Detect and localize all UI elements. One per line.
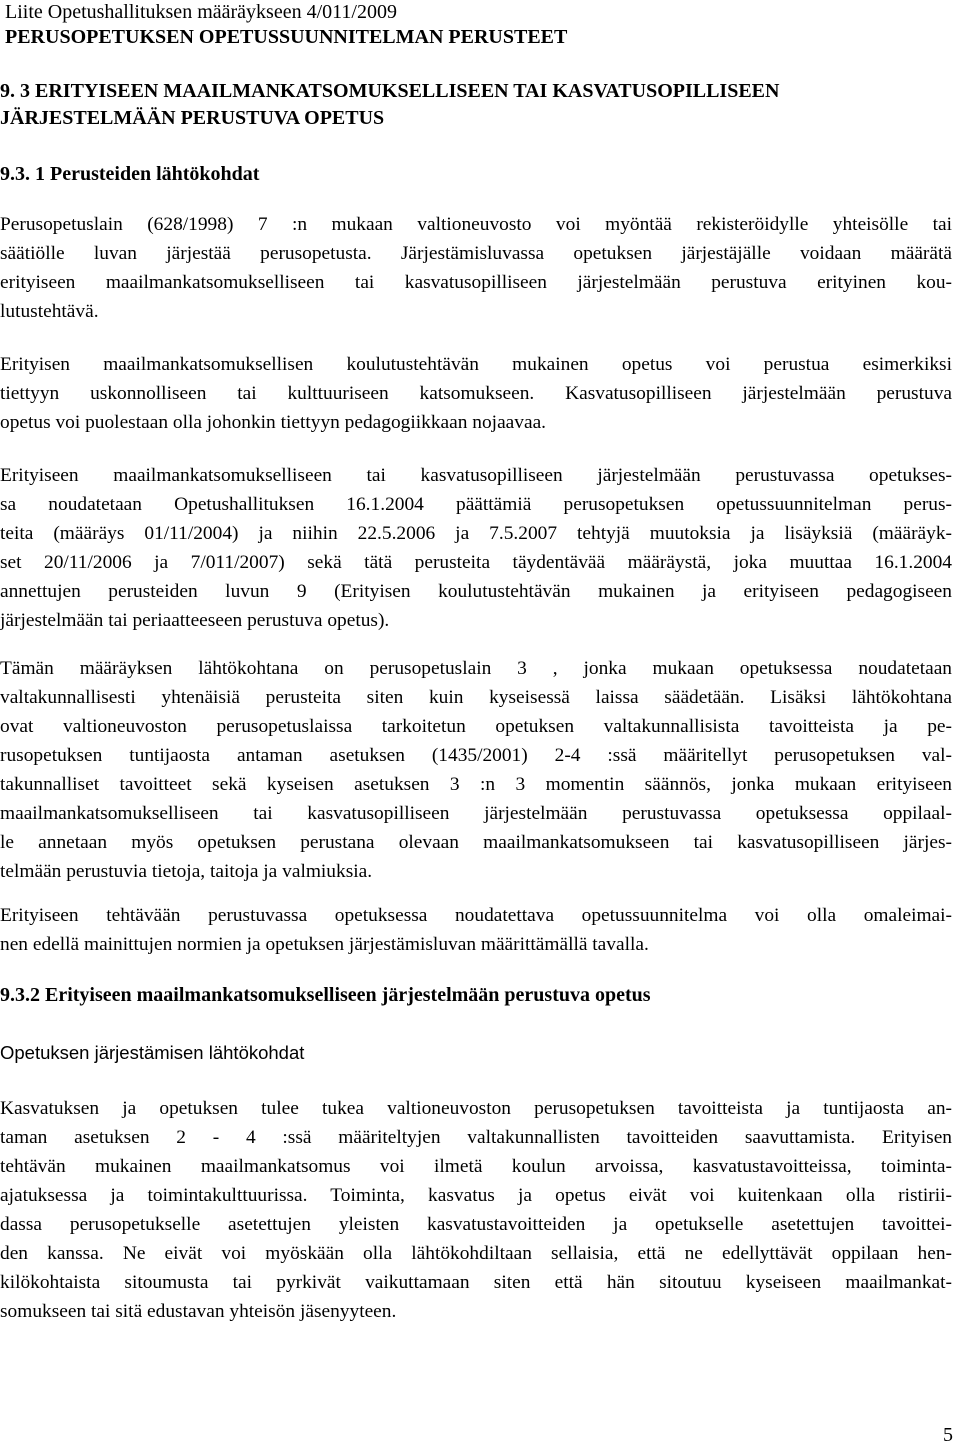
document-header-title: PERUSOPETUKSEN OPETUSSUUNNITELMAN PERUSTEET bbox=[5, 26, 568, 48]
paragraph-line: sa noudatetaan Opetushallituksen 16.1.2004 päättämiä perusopetuksen opetussuunnitelman perus- bbox=[0, 494, 952, 515]
paragraph-line: Erityiseen tehtävään perustuvassa opetuksessa noudatettava opetussuunnitelma voi olla omaleimai- bbox=[0, 905, 952, 926]
paragraph-line: kilökohtaista sitoumusta tai pyrkivät vaikuttamaan siten että hän sitoutuu kyseiseen maailmankat- bbox=[0, 1272, 952, 1293]
paragraph-6 bbox=[0, 1094, 952, 1326]
paragraph-line: taman asetuksen 2 - 4 :ssä määriteltyjen valtakunnallisten tavoitteiden saavuttamista. Erityisen bbox=[0, 1127, 952, 1148]
paragraph-line: Erityiseen maailmankatsomukselliseen tai kasvatusopilliseen järjestelmään perustuvassa opetukses- bbox=[0, 465, 952, 486]
paragraph-1 bbox=[0, 210, 952, 326]
document-header-reference: Liite Opetushallituksen määräykseen 4/011/2009 bbox=[5, 1, 397, 23]
paragraph-line: maailmankatsomukselliseen tai kasvatusopilliseen järjestelmään perustuvassa opetuksessa oppilaal- bbox=[0, 803, 952, 824]
paragraph-3 bbox=[0, 461, 952, 635]
paragraph-line: tehtävän mukainen maailmankatsomus voi ilmetä koulun arvoissa, kasvatustavoitteissa, toiminta- bbox=[0, 1156, 952, 1177]
paragraph-line: den kanssa. Ne eivät voi myöskään olla lähtökohdiltaan sellaisia, että ne edellyttävät oppilaan hen- bbox=[0, 1243, 952, 1264]
section-heading: 9. 3 ERITYISEEN MAAILMANKATSOMUKSELLISEEN TAI KASVATUSOPILLISEEN JÄRJESTELMÄÄN PERUSTUVA OPETUS bbox=[0, 80, 780, 129]
paragraph-line: erityiseen maailmankatsomukselliseen tai kasvatusopilliseen järjestelmään perustuva erityinen kou- bbox=[0, 272, 952, 293]
paragraph-line: telmään perustuvia tietoja, taitoja ja valmiuksia. bbox=[0, 861, 373, 882]
paragraph-line: nen edellä mainittujen normien ja opetuksen järjestämisluvan määrittämällä tavalla. bbox=[0, 934, 649, 955]
paragraph-line: tiettyyn uskonnolliseen tai kulttuuriseen katsomukseen. Kasvatusopilliseen järjestelmään perustuva bbox=[0, 383, 952, 404]
paragraph-line: Kasvatuksen ja opetuksen tulee tukea valtioneuvoston perusopetuksen tavoitteista ja tuntijaosta an- bbox=[0, 1098, 952, 1119]
subsection-heading-1: 9.3. 1 Perusteiden lähtökohdat bbox=[0, 163, 260, 185]
paragraph-line: Erityisen maailmankatsomuksellisen koulutustehtävän mukainen opetus voi perustua esimerkiksi bbox=[0, 354, 952, 375]
paragraph-line: set 20/11/2006 ja 7/011/2007) sekä tätä perusteita täydentävää määräystä, joka muuttaa 16.1.2004 bbox=[0, 552, 952, 573]
paragraph-line: ajatuksessa ja toimintakulttuurissa. Toiminta, kasvatus ja opetus eivät voi kuitenkaan olla ristirii- bbox=[0, 1185, 952, 1206]
paragraph-4 bbox=[0, 654, 952, 886]
paragraph-line: le annetaan myös opetuksen perustana olevaan maailmankatsomukseen tai kasvatusopilliseen järjes- bbox=[0, 832, 952, 853]
paragraph-line: dassa perusopetukselle asetettujen yleisten kasvatustavoitteiden ja opetukselle asetettujen tavoittei- bbox=[0, 1214, 952, 1235]
paragraph-line: annettujen perusteiden luvun 9 (Erityisen koulutustehtävän mukainen ja erityiseen pedagogiseen bbox=[0, 581, 952, 602]
paragraph-line: ovat valtioneuvoston perusopetuslaissa tarkoitetun opetuksen valtakunnallisista tavoitteista ja pe- bbox=[0, 716, 952, 737]
paragraph-2 bbox=[0, 350, 952, 437]
page-number: 5 bbox=[943, 1424, 953, 1446]
paragraph-line: valtakunnallisesti yhtenäisiä perusteita siten kuin kyseisessä laissa säädetään. Lisäksi lähtökohtana bbox=[0, 687, 952, 708]
paragraph-line: Tämän määräyksen lähtökohtana on perusopetuslain 3 , jonka mukaan opetuksessa noudatetaan bbox=[0, 658, 952, 679]
paragraph-line: Perusopetuslain (628/1998) 7 :n mukaan valtioneuvosto voi myöntää rekisteröidylle yhteisölle tai bbox=[0, 214, 952, 235]
paragraph-line: rusopetuksen tuntijaosta antaman asetuksen (1435/2001) 2-4 :ssä määritellyt perusopetuksen val- bbox=[0, 745, 952, 766]
paragraph-line: järjestelmään tai periaatteeseen perustuva opetus). bbox=[0, 610, 390, 631]
paragraph-line: säätiölle luvan järjestää perusopetusta. Järjestämisluvassa opetuksen järjestäjälle voidaan määrätä bbox=[0, 243, 952, 264]
subsection-heading-2: 9.3.2 Erityiseen maailmankatsomukselliseen järjestelmään perustuva opetus bbox=[0, 984, 651, 1006]
paragraph-line: lutustehtävä. bbox=[0, 301, 99, 322]
paragraph-line: takunnalliset tavoitteet sekä kyseisen asetuksen 3 :n 3 momentin säännös, jonka mukaan erityiseen bbox=[0, 774, 952, 795]
paragraph-line: somukseen tai sitä edustavan yhteisön jäsenyyteen. bbox=[0, 1301, 397, 1322]
paragraph-line: teita (määräys 01/11/2004) ja niihin 22.5.2006 ja 7.5.2007 tehtyjä muutoksia ja lisäyksiä (määräyk- bbox=[0, 523, 952, 544]
subsection-label: Opetuksen järjestämisen lähtökohdat bbox=[0, 1042, 305, 1063]
paragraph-5 bbox=[0, 901, 952, 959]
paragraph-line: opetus voi puolestaan olla johonkin tiettyyn pedagogiikkaan nojaavaa. bbox=[0, 412, 547, 433]
